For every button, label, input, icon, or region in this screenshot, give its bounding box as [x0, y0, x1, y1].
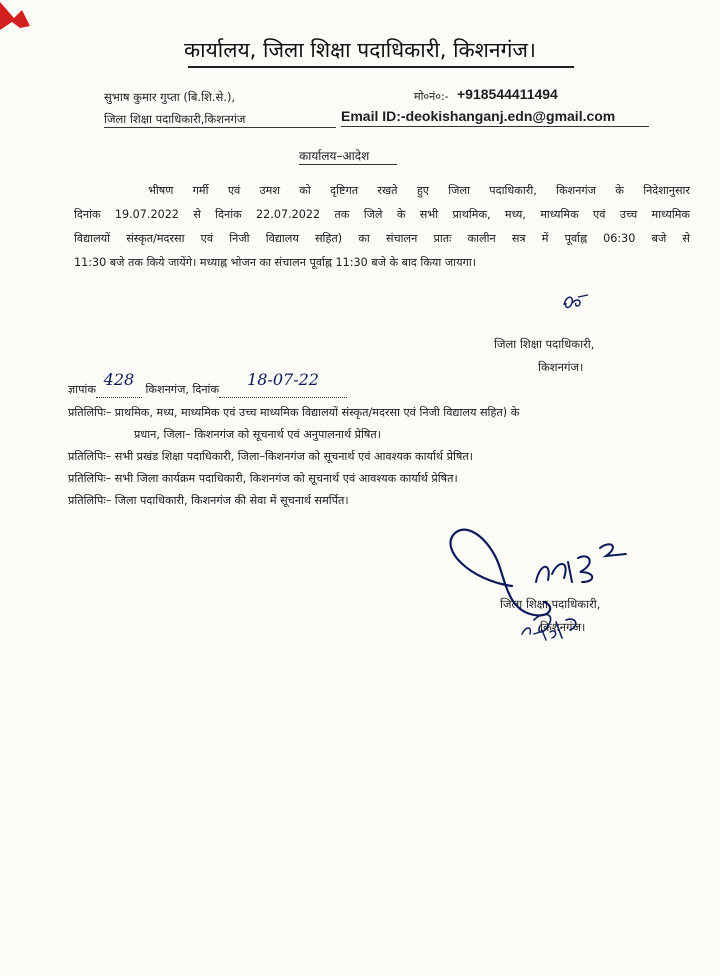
copy-text: सभी प्रखंड शिक्षा पदाधिकारी, जिला–किशनगंज को सूचनार्थ एवं आवश्यक कार्यार्थ प्रेषित।: [114, 450, 473, 463]
copy-line-4: [68, 493, 349, 508]
phone-label: मो०नं०:-: [414, 90, 449, 103]
body-line-1: भीषण गर्मी एवं उमश को दृष्टिगत रखते हुए जिला पदाधिकारी, किशनगंज के निदेशानुसार: [148, 184, 690, 197]
initial-signature-icon: [560, 291, 592, 315]
title-underline: [188, 66, 574, 68]
order-title-underline: [299, 164, 397, 165]
copy-text: सभी जिला कार्यक्रम पदाधिकारी, किशनगंज को सूचनार्थ एवं आवश्यक कार्यार्थ प्रेषित।: [114, 472, 458, 485]
copy-line-1: [68, 405, 519, 420]
memo-date-value: 18-07-22: [247, 370, 319, 389]
memo-place-date-label: किशनगंज, दिनांक: [145, 383, 220, 396]
sender-underline: [104, 127, 336, 128]
phone-number: +918544411494: [457, 86, 558, 102]
email-underline: [341, 126, 649, 127]
order-title: कार्यालय–आदेश: [299, 149, 370, 163]
body-line-4: 11:30 बजे तक किये जायेंगे। मध्याह्न भोजन का संचालन पूर्वाह्न 11:30 बजे के बाद किया जायगा।: [74, 256, 476, 269]
copy-line-1-continued: प्रधान, जिला– किशनगंज को सूचनार्थ एवं अनुपालनार्थ प्रेषित।: [134, 428, 381, 441]
email-address: Email ID:-deokishanganj.edn@gmail.com: [341, 108, 616, 124]
memo-number-label: ज्ञापांक: [68, 383, 96, 396]
memo-date-field: [219, 370, 347, 398]
copy-text: जिला पदाधिकारी, किशनगंज की सेवा में सूचनार्थ समर्पित।: [114, 494, 349, 507]
memo-number-value: 428: [103, 370, 135, 389]
body-line-3: विद्यालयों संस्कृत/मदरसा एवं निजी विद्यालय सहित) का संचालन प्रातः कालीन सत्र में पूर्वाह्न 06:30 बजे से: [74, 232, 690, 245]
copy-line-3: [68, 471, 458, 486]
final-signatory-place: किशनगंज।: [540, 620, 586, 634]
signatory-designation: जिला शिक्षा पदाधिकारी,: [494, 337, 595, 351]
body-line-2: दिनांक 19.07.2022 से दिनांक 22.07.2022 तक जिले के सभी प्राथमिक, मध्य, माध्यमिक एवं उच्च माध्यमिक: [74, 208, 690, 221]
copy-line-2: [68, 449, 473, 464]
sender-name: सुभाष कुमार गुप्ता (बि.शि.से.),: [104, 90, 236, 104]
copy-label: प्रतिलिपिः–: [68, 472, 112, 485]
signatory-place: किशनगंज।: [538, 360, 584, 374]
corner-red-mark-icon: [0, 0, 34, 30]
sender-designation: जिला शिक्षा पदाधिकारी,किशनगंज: [104, 112, 246, 126]
copy-label: प्रतिलिपिः–: [68, 494, 112, 507]
copy-label: प्रतिलिपिः–: [68, 450, 112, 463]
office-title: कार्यालय, जिला शिक्षा पदाधिकारी, किशनगंज।: [184, 38, 536, 62]
copy-text: प्राथमिक, मध्य, माध्यमिक एवं उच्च माध्यमिक विद्यालयों संस्कृत/मदरसा एवं निजी विद्यालय सहित) के: [114, 406, 520, 419]
memo-number-field: [96, 370, 142, 398]
handwritten-signature-icon: [440, 522, 640, 662]
final-signatory-designation: जिला शिक्षा पदाधिकारी,: [500, 597, 601, 611]
memo-line: [68, 370, 347, 398]
copy-label: प्रतिलिपिः–: [68, 406, 112, 419]
